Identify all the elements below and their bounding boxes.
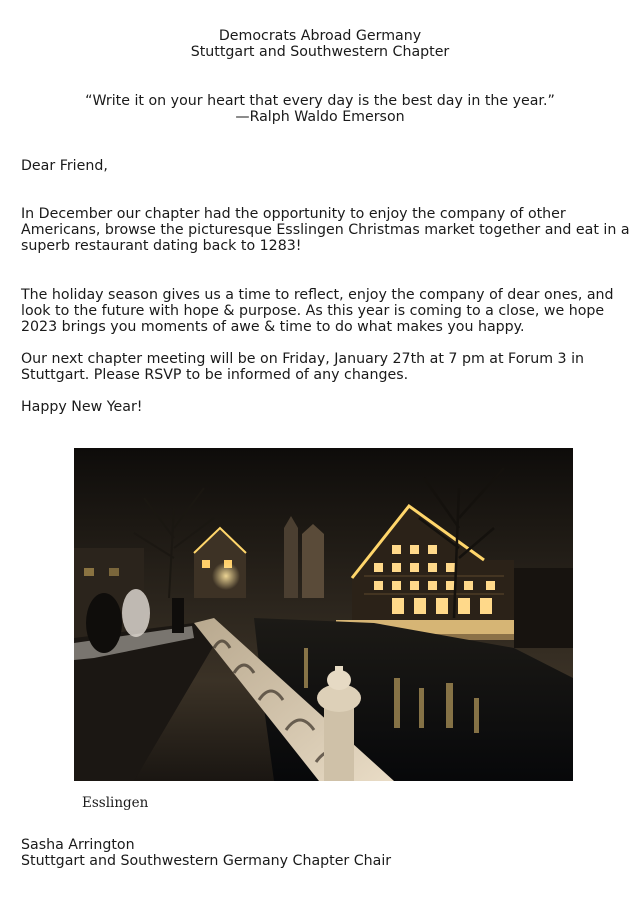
- paragraph-line: Stuttgart. Please RSVP to be informed of any changes.: [21, 367, 409, 383]
- org-name: Democrats Abroad Germany: [218, 28, 422, 44]
- quote-author: —Ralph Waldo Emerson: [235, 109, 405, 125]
- paragraph-line: In December our chapter had the opportunity to enjoy the company of other: [21, 206, 566, 222]
- paragraph-line: look to the future with hope & purpose. As this year is coming to a close, we hope: [21, 303, 605, 319]
- quote-text: “Write it on your heart that every day is the best day in the year.”: [85, 93, 555, 109]
- chapter-name: Stuttgart and Southwestern Chapter: [190, 44, 450, 60]
- signature-name: Sasha Arrington: [21, 837, 135, 853]
- paragraph-line: superb restaurant dating back to 1283!: [21, 238, 302, 254]
- paragraph-line: Our next chapter meeting will be on Friday, January 27th at 7 pm at Forum 3 in: [21, 351, 585, 367]
- photo-caption: Esslingen: [82, 795, 149, 811]
- esslingen-photo: [74, 448, 573, 781]
- paragraph-line: Americans, browse the picturesque Esslingen Christmas market together and eat in a: [21, 222, 630, 238]
- paragraph-line: 2023 brings you moments of awe & time to do what makes you happy.: [21, 319, 525, 335]
- paragraph-line: The holiday season gives us a time to reflect, enjoy the company of dear ones, and: [21, 287, 614, 303]
- signature-title: Stuttgart and Southwestern Germany Chapter Chair: [21, 853, 392, 869]
- closing-wish: Happy New Year!: [21, 399, 143, 415]
- greeting: Dear Friend,: [21, 158, 108, 174]
